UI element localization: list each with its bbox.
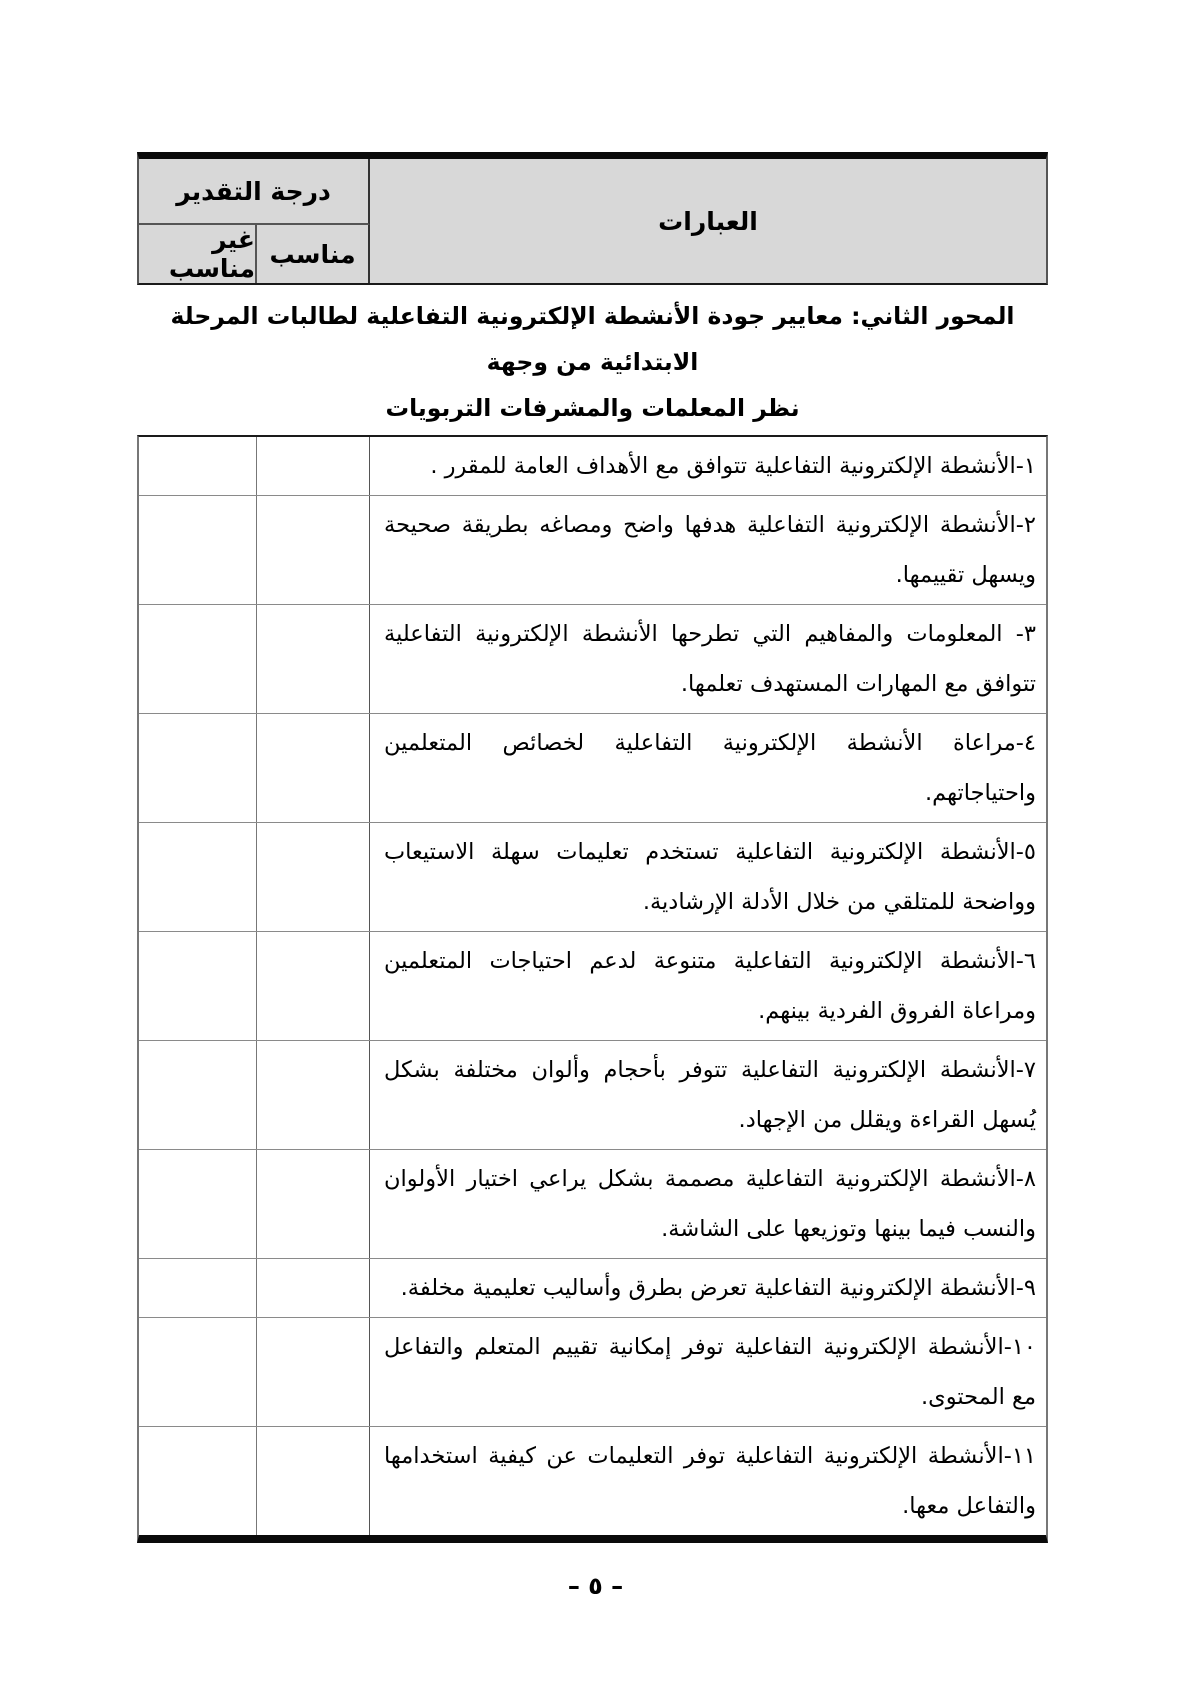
statement-cell [370, 1259, 1046, 1317]
not-suitable-cell [139, 1259, 257, 1317]
statement-text: ٥-الأنشطة الإلكترونية التفاعلية تستخدم تعليمات سهلة الاستيعاب وواضحة للمتلقي من خلال الأدلة الإرشادية. [384, 839, 1036, 915]
not-suitable-cell [139, 932, 257, 1040]
not-suitable-cell [139, 1041, 257, 1149]
table-row [139, 713, 1046, 822]
statement-cell [370, 1150, 1046, 1258]
statement-cell [370, 1041, 1046, 1149]
statement-cell [370, 714, 1046, 822]
table-row [139, 822, 1046, 931]
suitable-cell [257, 605, 370, 713]
not-suitable-header: غير مناسب [139, 225, 257, 283]
statement-cell [370, 496, 1046, 604]
statement-cell [370, 1318, 1046, 1426]
suitable-cell [257, 823, 370, 931]
table-row [139, 1426, 1046, 1535]
suitable-cell [257, 1041, 370, 1149]
not-suitable-cell [139, 496, 257, 604]
statement-text: ٨-الأنشطة الإلكترونية التفاعلية مصممة بشكل يراعي اختيار الأولوان والنسب فيما بينها وتوزيعها على الشاشة. [384, 1166, 1036, 1242]
suitable-cell [257, 1427, 370, 1535]
table-header [137, 152, 1048, 285]
statement-cell [370, 932, 1046, 1040]
not-suitable-cell [139, 1150, 257, 1258]
statement-cell [370, 605, 1046, 713]
statement-cell [370, 437, 1046, 495]
table-row [139, 495, 1046, 604]
suitable-cell [257, 496, 370, 604]
page-number: – ٥ – [567, 1572, 624, 1600]
statement-text: ٣- المعلومات والمفاهيم التي تطرحها الأنشطة الإلكترونية التفاعلية تتوافق مع المهارات المستهدف تعلمها. [384, 621, 1036, 697]
suitable-cell [257, 1318, 370, 1426]
statement-text: ٤-مراعاة الأنشطة الإلكترونية التفاعلية لخصائص المتعلمين واحتياجاتهم. [384, 730, 1036, 806]
not-suitable-cell [139, 437, 257, 495]
statement-text: ١-الأنشطة الإلكترونية التفاعلية تتوافق مع الأهداف العامة للمقرر . [430, 453, 1036, 479]
not-suitable-cell [139, 823, 257, 931]
table-row [139, 604, 1046, 713]
table-row [139, 1040, 1046, 1149]
table-body [137, 435, 1048, 1543]
section-title-line1: المحور الثاني: معايير جودة الأنشطة الإلكترونية التفاعلية لطالبات المرحلة الابتدائية من وجهة [170, 302, 1015, 376]
table-row [139, 931, 1046, 1040]
table-row [139, 1317, 1046, 1426]
statement-text: ٦-الأنشطة الإلكترونية التفاعلية متنوعة لدعم احتياجات المتعلمين ومراعاة الفروق الفردية بينهم. [384, 948, 1036, 1024]
statement-text: ٩-الأنشطة الإلكترونية التفاعلية تعرض بطرق وأساليب تعليمية مخلفة. [400, 1275, 1036, 1301]
table-row [139, 1258, 1046, 1317]
statements-header: العبارات [658, 206, 758, 236]
statement-text: ٧-الأنشطة الإلكترونية التفاعلية تتوفر بأحجام وألوان مختلفة بشكل يُسهل القراءة ويقلل من الإجهاد. [384, 1057, 1036, 1133]
suitable-cell [257, 714, 370, 822]
not-suitable-cell [139, 714, 257, 822]
suitable-cell [257, 1150, 370, 1258]
statement-cell [370, 1427, 1046, 1535]
section-title [137, 285, 1048, 435]
statement-text: ١٠-الأنشطة الإلكترونية التفاعلية توفر إمكانية تقييم المتعلم والتفاعل مع المحتوى. [384, 1334, 1036, 1410]
suitable-cell [257, 1259, 370, 1317]
suitable-header: مناسب [257, 225, 370, 283]
not-suitable-cell [139, 1427, 257, 1535]
suitable-cell [257, 437, 370, 495]
rating-degree-header: درجة التقدير [139, 159, 370, 225]
suitable-cell [257, 932, 370, 1040]
section-title-line2: نظر المعلمات والمشرفات التربويات [385, 394, 800, 422]
statement-text: ١١-الأنشطة الإلكترونية التفاعلية توفر التعليمات عن كيفية استخدامها والتفاعل معها. [384, 1443, 1036, 1519]
not-suitable-cell [139, 605, 257, 713]
not-suitable-cell [139, 1318, 257, 1426]
statement-text: ٢-الأنشطة الإلكترونية التفاعلية هدفها واضح ومصاغه بطريقة صحيحة ويسهل تقييمها. [384, 512, 1036, 588]
statement-cell [370, 823, 1046, 931]
table-row [139, 437, 1046, 495]
table-row [139, 1149, 1046, 1258]
rating-table [137, 152, 1048, 1543]
